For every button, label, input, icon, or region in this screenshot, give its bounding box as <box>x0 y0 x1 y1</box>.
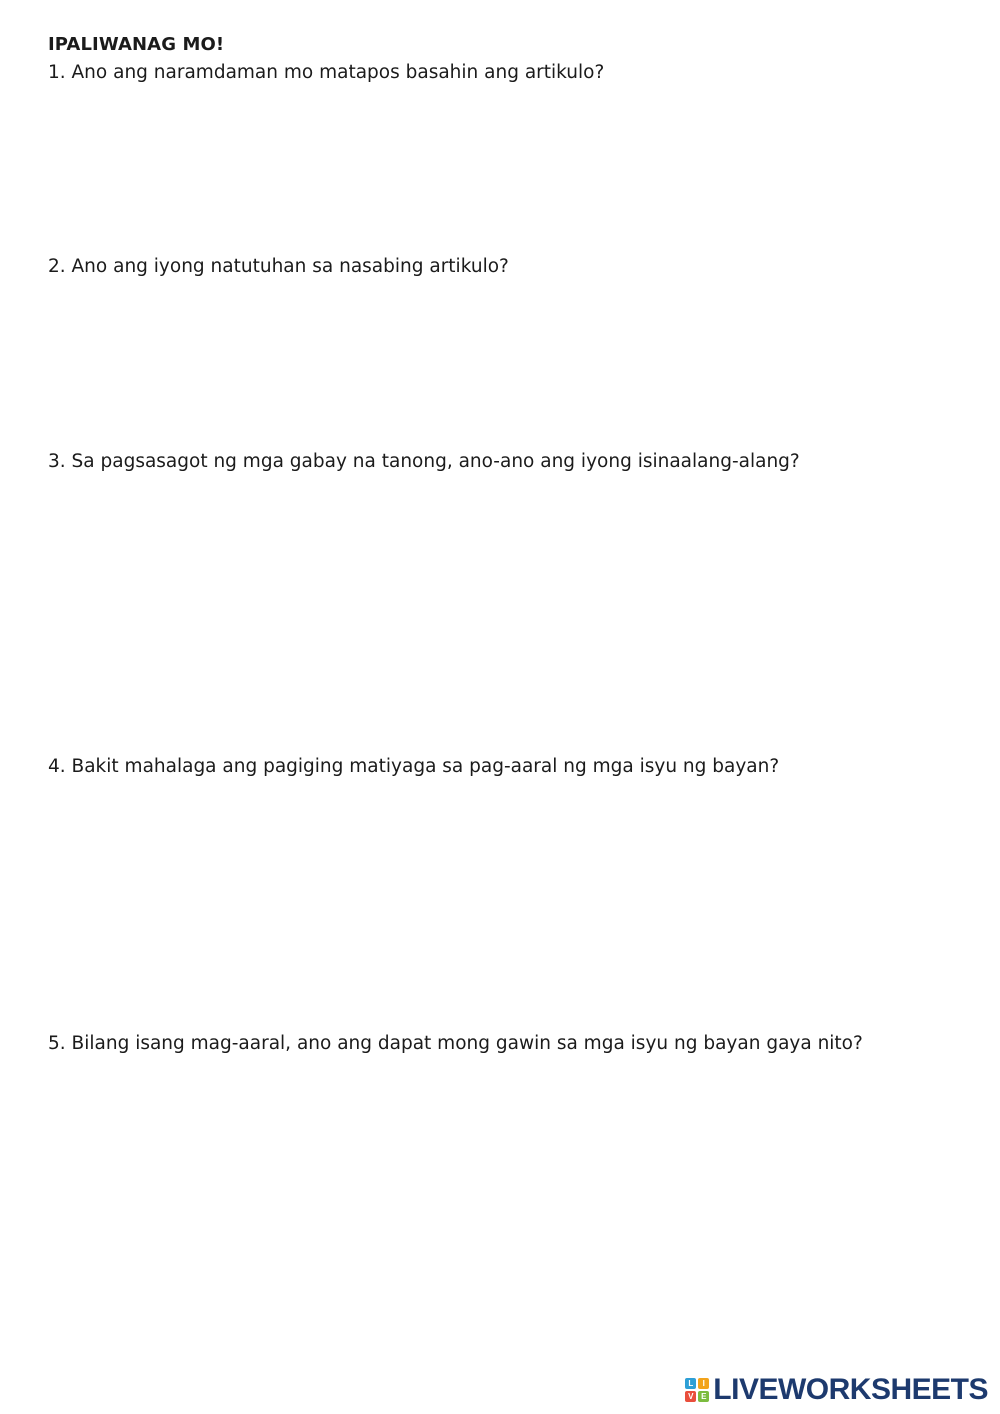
answer-area-1[interactable] <box>48 92 948 252</box>
liveworksheets-logo <box>685 1372 988 1408</box>
answer-area-2[interactable] <box>48 286 948 446</box>
logo-mark-tile: L <box>685 1378 696 1389</box>
logo-mark-tile: E <box>698 1391 709 1402</box>
answer-area-4[interactable] <box>48 786 948 1026</box>
question-5: 5. Bilang isang mag-aaral, ano ang dapat mong gawin sa mga isyu ng bayan gaya nito? <box>48 1033 863 1054</box>
question-2: 2. Ano ang iyong natutuhan sa nasabing artikulo? <box>48 256 509 277</box>
worksheet-heading: IPALIWANAG MO! <box>48 34 225 55</box>
question-1: 1. Ano ang naramdaman mo matapos basahin ang artikulo? <box>48 62 605 83</box>
logo-mark-tile: I <box>698 1378 709 1389</box>
logo-text: LIVEWORKSHEETS <box>713 1373 988 1406</box>
question-4: 4. Bakit mahalaga ang pagiging matiyaga sa pag-aaral ng mga isyu ng bayan? <box>48 756 780 777</box>
answer-area-3[interactable] <box>48 481 948 751</box>
liveworksheets-logo-icon <box>685 1378 709 1402</box>
answer-area-5[interactable] <box>48 1063 948 1353</box>
question-3: 3. Sa pagsasagot ng mga gabay na tanong, ano-ano ang iyong isinaalang-alang? <box>48 451 800 472</box>
logo-mark-tile: V <box>685 1391 696 1402</box>
